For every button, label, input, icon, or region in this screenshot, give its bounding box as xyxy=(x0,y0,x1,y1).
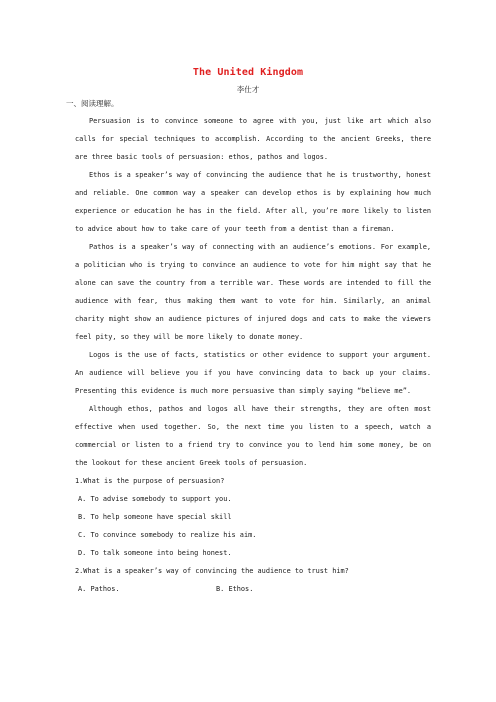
question-option-row xyxy=(78,580,431,598)
question-option: A. To advise somebody to support you. xyxy=(78,495,232,503)
document-body xyxy=(75,112,431,598)
paragraph: Although ethos, pathos and logos all have their strengths, they are often most effective when used together. So, the next time you listen to a speech, watch a commercial or listen to a friend try to convince you to lend him some money, be on the lookout for these ancient Greek tools of persuasion. xyxy=(75,405,431,467)
question-option: B. Ethos. xyxy=(216,585,254,593)
paragraph: Pathos is a speaker’s way of connecting with an audience’s emotions. For example, a politician who is trying to convince an audience to vote for him might say that he alone can save the country from a terrible war. These words are intended to fill the audience with fear, thus making them want to vote for him. Similarly, an animal charity might show an audience pictures of injured dogs and cats to make the viewers feel pity, so they will be more likely to donate money. xyxy=(75,243,431,341)
question-stem: 1.What is the purpose of persuasion? xyxy=(75,477,225,485)
question-option: C. To convince somebody to realize his aim. xyxy=(78,531,257,539)
document-title: The United Kingdom xyxy=(192,67,304,78)
paragraph: Logos is the use of facts, statistics or other evidence to support your argument. An audience will believe you if you have convincing data to back up your claims. Presenting this evidence is much more persuasive than simply saying “believe me”. xyxy=(75,351,431,395)
question-option: A. Pathos. xyxy=(78,585,120,593)
paragraph: Ethos is a speaker’s way of convincing the audience that he is trustworthy, honest and reliable. One common way a speaker can develop ethos is by explaining how much experience or education he has in the field. After all, you’re more likely to listen to advice about how to take care of your teeth from a dentist than a fireman. xyxy=(75,171,431,233)
paragraph: Persuasion is to convince someone to agree with you, just like art which also calls for special techniques to accomplish. According to the ancient Greeks, there are three basic tools of persuasion: ethos, pathos and logos. xyxy=(75,117,431,161)
question-option: B. To help someone have special skill xyxy=(78,513,232,521)
section-heading: 一、阅读理解。 xyxy=(66,99,119,108)
document-author: 李仕才 xyxy=(236,85,260,94)
question-stem: 2.What is a speaker’s way of convincing the audience to trust him? xyxy=(75,567,349,575)
question-option: D. To talk someone into being honest. xyxy=(78,549,232,557)
